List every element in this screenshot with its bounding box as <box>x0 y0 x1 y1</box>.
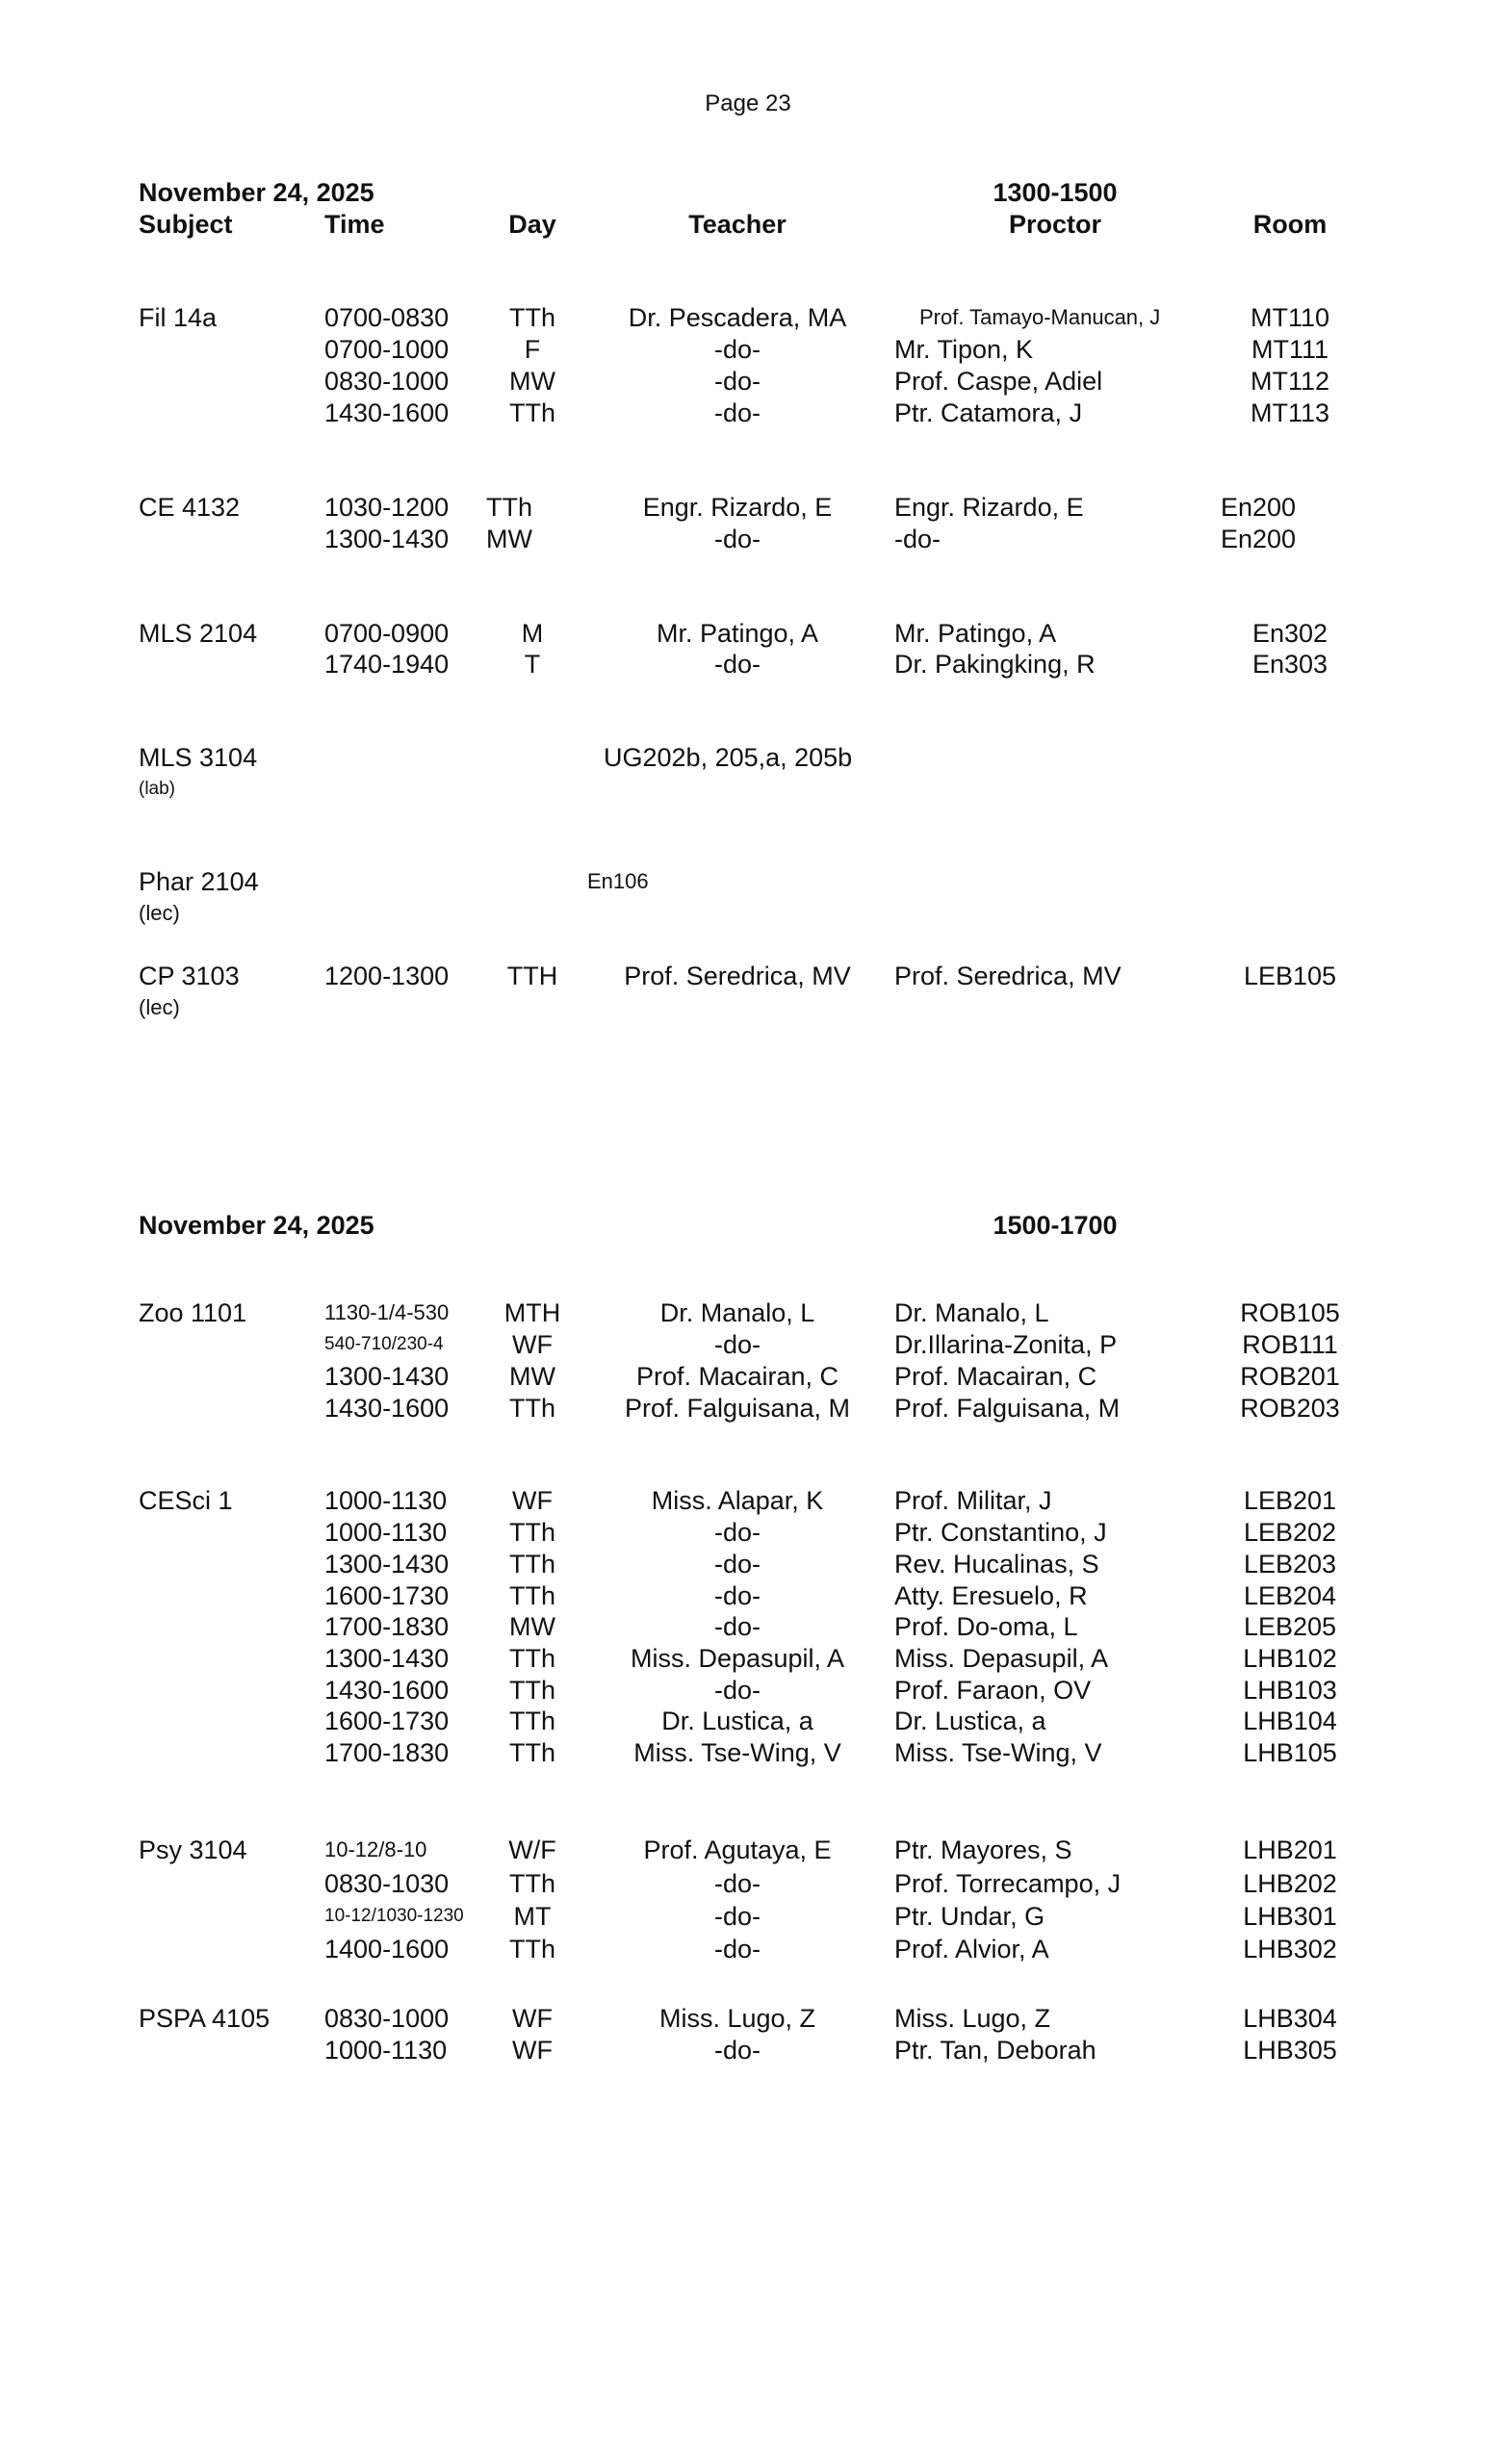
room-cell: LHB304 <box>1243 2004 1337 2033</box>
header-time: Time <box>324 210 385 239</box>
time-cell: 1430-1600 <box>324 398 450 427</box>
time-cell: 1700-1830 <box>324 1738 450 1767</box>
room-cell: LEB105 <box>1243 962 1337 990</box>
teacher-cell: -do- <box>713 335 761 364</box>
teacher-cell: Miss. Alapar, K <box>651 1486 824 1515</box>
room-cell: MT110 <box>1250 303 1330 332</box>
day-cell: TTh <box>508 1518 556 1547</box>
proctor-cell: Mr. Tipon, K <box>894 335 1034 364</box>
time-cell: 10-12/8-10 <box>324 1837 427 1861</box>
time-cell: 540-710/230-4 <box>324 1334 444 1354</box>
teacher-cell: Engr. Rizardo, E <box>642 493 833 522</box>
teacher-cell: -do- <box>713 1869 761 1898</box>
proctor-cell: Mr. Patingo, A <box>894 619 1057 648</box>
room-cell: ROB201 <box>1240 1362 1340 1391</box>
room-cell: LEB203 <box>1243 1550 1337 1578</box>
time-cell: 1300-1430 <box>324 1550 450 1578</box>
subject-note: (lec) <box>139 901 180 925</box>
subject-code: Phar 2104 <box>139 867 259 896</box>
teacher-cell: Dr. Manalo, L <box>659 1298 815 1327</box>
teacher-cell: -do- <box>713 1550 761 1578</box>
teacher-cell: Dr. Pescadera, MA <box>628 303 847 332</box>
subject-code: CP 3103 <box>139 962 240 990</box>
room-cell: MT111 <box>1251 335 1329 364</box>
time-cell: 1430-1600 <box>324 1394 450 1423</box>
room-cell: LHB103 <box>1243 1676 1337 1705</box>
day-cell: TTh <box>508 1707 556 1735</box>
section-time-slot: 1300-1500 <box>993 178 1118 207</box>
day-cell: TTh <box>508 1550 556 1578</box>
proctor-cell: -do- <box>894 525 941 553</box>
time-cell: 1000-1130 <box>324 1486 448 1515</box>
proctor-cell: Prof. Caspe, Adiel <box>894 367 1103 396</box>
day-cell: TTh <box>508 398 556 427</box>
teacher-cell: Dr. Lustica, a <box>661 1707 813 1735</box>
header-teacher: Teacher <box>688 210 787 239</box>
room-cell: LHB305 <box>1243 2036 1337 2065</box>
day-cell: TTh <box>508 1676 556 1705</box>
proctor-cell: Prof. Do-oma, L <box>894 1612 1078 1641</box>
header-room: Room <box>1252 210 1328 239</box>
section-date: November 24, 2025 <box>139 1211 374 1240</box>
teacher-cell: -do- <box>713 1935 761 1964</box>
teacher-cell: -do- <box>713 367 761 396</box>
proctor-cell: Prof. Militar, J <box>894 1486 1052 1515</box>
teacher-cell: -do- <box>713 1581 761 1610</box>
proctor-cell: Dr.Illarina-Zonita, P <box>894 1330 1118 1359</box>
subject-code: CE 4132 <box>139 493 241 522</box>
day-cell: MW <box>486 525 532 553</box>
teacher-cell: Prof. Macairan, C <box>635 1362 839 1391</box>
header-day: Day <box>508 210 556 239</box>
proctor-cell: Atty. Eresuelo, R <box>894 1581 1088 1610</box>
time-cell: 1000-1130 <box>324 2036 448 2065</box>
teacher-cell: Prof. Falguisana, M <box>624 1394 851 1423</box>
time-cell: 1600-1730 <box>324 1707 450 1735</box>
time-cell: 0830-1000 <box>324 367 450 396</box>
day-cell: TTh <box>486 493 533 522</box>
room-cell: En200 <box>1221 525 1297 553</box>
teacher-cell: -do- <box>713 525 761 553</box>
time-cell: 1300-1430 <box>324 1644 450 1673</box>
teacher-cell: -do- <box>713 1518 761 1547</box>
proctor-cell: Ptr. Constantino, J <box>894 1518 1107 1547</box>
day-cell: M <box>521 619 544 648</box>
teacher-cell: -do- <box>713 398 761 427</box>
header-proctor: Proctor <box>1008 210 1102 239</box>
time-cell: 0700-0900 <box>324 619 450 648</box>
page-number: Page 23 <box>705 90 791 116</box>
teacher-cell: -do- <box>713 1612 761 1641</box>
subject-code: PSPA 4105 <box>139 2004 271 2033</box>
time-cell: 10-12/1030-1230 <box>324 1906 464 1926</box>
day-cell: WF <box>512 1330 553 1359</box>
proctor-cell: Ptr. Undar, G <box>894 1902 1045 1931</box>
proctor-cell: Prof. Falguisana, M <box>894 1394 1121 1423</box>
room-cell: MT113 <box>1250 398 1330 427</box>
day-cell: WF <box>512 1486 553 1515</box>
room-cell: LHB202 <box>1243 1869 1337 1898</box>
time-cell: 1430-1600 <box>324 1676 450 1705</box>
time-cell: 1600-1730 <box>324 1581 450 1610</box>
time-cell: 1300-1430 <box>324 1362 450 1391</box>
proctor-cell: Dr. Pakingking, R <box>894 650 1096 679</box>
room-cell: LHB201 <box>1243 1835 1337 1864</box>
day-cell: MTH <box>503 1298 561 1327</box>
day-cell: TTh <box>508 1644 556 1673</box>
day-cell: MW <box>509 1362 555 1391</box>
teacher-cell: Miss. Depasupil, A <box>630 1644 845 1673</box>
section-date: November 24, 2025 <box>139 178 374 207</box>
proctor-cell: Prof. Torrecampo, J <box>894 1869 1122 1898</box>
day-cell: WF <box>512 2036 553 2065</box>
proctor-cell: Prof. Macairan, C <box>894 1362 1097 1391</box>
room-cell: MT112 <box>1250 367 1330 396</box>
room-cell: LHB302 <box>1243 1935 1337 1964</box>
time-cell: 1300-1430 <box>324 525 450 553</box>
teacher-cell: Prof. Seredrica, MV <box>624 962 851 990</box>
room-cell: ROB203 <box>1240 1394 1340 1423</box>
time-cell: 0830-1000 <box>324 2004 450 2033</box>
proctor-cell: Miss. Tse-Wing, V <box>894 1738 1102 1767</box>
time-cell: 1400-1600 <box>324 1935 450 1964</box>
day-cell: TTh <box>508 303 556 332</box>
teacher-cell: Mr. Patingo, A <box>656 619 819 648</box>
room-cell: LHB105 <box>1243 1738 1337 1767</box>
room-cell: ROB105 <box>1240 1298 1340 1327</box>
proctor-cell: Prof. Tamayo-Manucan, J <box>919 305 1161 329</box>
day-cell: TTh <box>508 1869 556 1898</box>
room-cell: LHB104 <box>1243 1707 1337 1735</box>
header-subject: Subject <box>139 210 233 239</box>
time-cell: 0830-1030 <box>324 1869 450 1898</box>
day-cell: TTh <box>508 1935 556 1964</box>
time-cell: 1130-1/4-530 <box>324 1300 450 1324</box>
room-cell: LHB102 <box>1243 1644 1337 1673</box>
room-cell: LEB202 <box>1243 1518 1337 1547</box>
day-cell: MW <box>509 1612 555 1641</box>
subject-code: Zoo 1101 <box>139 1298 247 1327</box>
time-cell: 0700-0830 <box>324 303 450 332</box>
time-cell: 1200-1300 <box>324 962 450 990</box>
subject-code: Psy 3104 <box>139 1835 247 1864</box>
teacher-cell: Prof. Agutaya, E <box>643 1835 832 1864</box>
room-cell: LEB204 <box>1243 1581 1337 1610</box>
room-cell: En302 <box>1251 619 1328 648</box>
subject-code: MLS 2104 <box>139 619 258 648</box>
subject-code: Fil 14a <box>139 303 218 332</box>
proctor-cell: Miss. Depasupil, A <box>894 1644 1109 1673</box>
day-cell: TTh <box>508 1738 556 1767</box>
proctor-cell: Miss. Lugo, Z <box>894 2004 1051 2033</box>
day-cell: TTH <box>506 962 558 990</box>
room-cell: LEB201 <box>1243 1486 1337 1515</box>
teacher-cell: Miss. Tse-Wing, V <box>633 1738 841 1767</box>
day-cell: T <box>524 650 541 679</box>
proctor-cell: Dr. Lustica, a <box>894 1707 1046 1735</box>
day-cell: MT <box>513 1902 552 1931</box>
teacher-cell: -do- <box>713 1902 761 1931</box>
room-cell: En303 <box>1251 650 1328 679</box>
teacher-cell: -do- <box>713 1676 761 1705</box>
time-cell: 1740-1940 <box>324 650 450 679</box>
subject-code: CESci 1 <box>139 1486 233 1515</box>
proctor-cell: Ptr. Tan, Deborah <box>894 2036 1096 2065</box>
day-cell: TTh <box>508 1394 556 1423</box>
proctor-cell: Prof. Faraon, OV <box>894 1676 1092 1705</box>
teacher-cell: -do- <box>713 650 761 679</box>
teacher-cell: -do- <box>713 2036 761 2065</box>
day-cell: MW <box>509 367 555 396</box>
subject-code: MLS 3104 <box>139 743 258 772</box>
time-cell: 1700-1830 <box>324 1612 450 1641</box>
time-cell: 0700-1000 <box>324 335 450 364</box>
proctor-cell: Dr. Manalo, L <box>894 1298 1049 1327</box>
time-cell: 1030-1200 <box>324 493 450 522</box>
day-cell: F <box>524 335 541 364</box>
day-cell: W/F <box>508 1835 556 1864</box>
proctor-cell: Ptr. Catamora, J <box>894 398 1083 427</box>
subject-note: (lec) <box>139 995 180 1019</box>
room-cell: LEB205 <box>1243 1612 1337 1641</box>
proctor-cell: Prof. Alvior, A <box>894 1935 1049 1964</box>
section-time-slot: 1500-1700 <box>993 1211 1118 1240</box>
teacher-cell: -do- <box>713 1330 761 1359</box>
day-cell: TTh <box>508 1581 556 1610</box>
rooms-text: En106 <box>587 869 649 893</box>
rooms-text: UG202b, 205,a, 205b <box>604 743 853 772</box>
proctor-cell: Prof. Seredrica, MV <box>894 962 1122 990</box>
room-cell: ROB111 <box>1242 1330 1338 1359</box>
day-cell: WF <box>512 2004 553 2033</box>
room-cell: LHB301 <box>1243 1902 1337 1931</box>
proctor-cell: Rev. Hucalinas, S <box>894 1550 1099 1578</box>
proctor-cell: Ptr. Mayores, S <box>894 1835 1072 1864</box>
subject-note: (lab) <box>139 779 176 799</box>
proctor-cell: Engr. Rizardo, E <box>894 493 1084 522</box>
room-cell: En200 <box>1221 493 1297 522</box>
teacher-cell: Miss. Lugo, Z <box>658 2004 816 2033</box>
time-cell: 1000-1130 <box>324 1518 448 1547</box>
